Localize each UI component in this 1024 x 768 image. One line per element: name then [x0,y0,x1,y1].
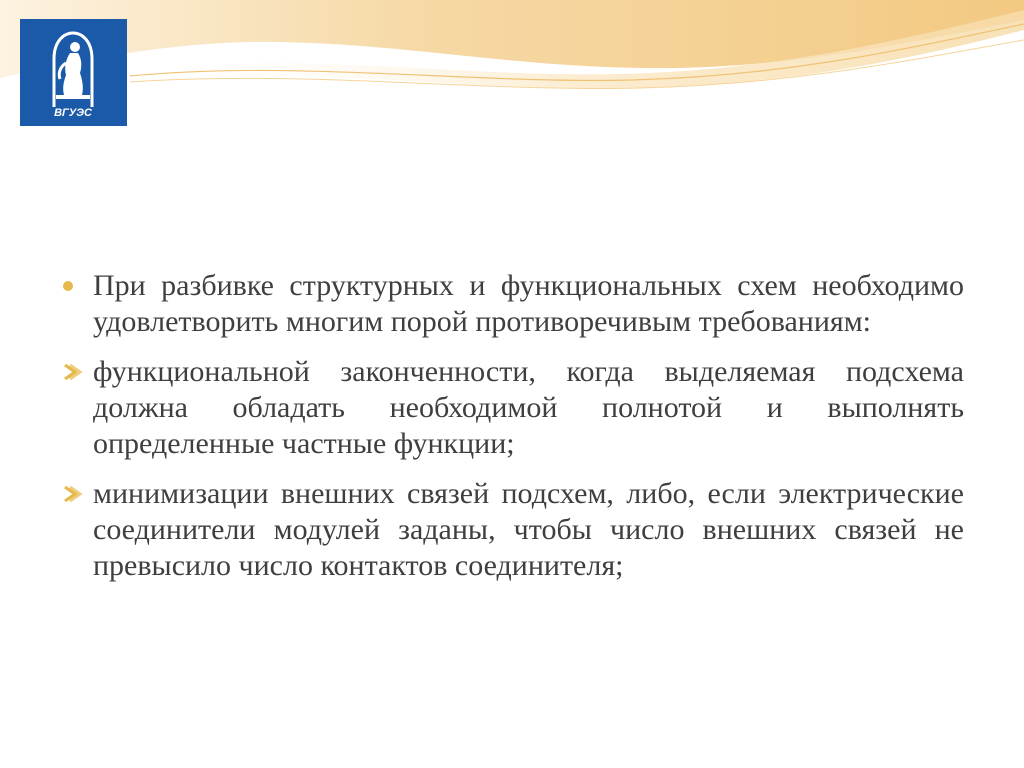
logo-text: ВГУЭС [54,107,92,119]
bullet-text-1: При разбивке структурных и функциональных схем необходимо удовлетворить многим порой противоречивым требованиям: [93,269,964,338]
arrow-bullet-icon [62,476,86,512]
bullet-list [62,268,964,598]
bullet-item-1 [62,268,964,340]
bullet-dot-icon [62,268,86,304]
monument-statue-icon [20,19,127,126]
bullet-text-3: минимизации внешних связей подсхем, либо, если электрические соединители модулей заданы, чтобы число внешних связей не превысило число контактов соединителя; [93,477,964,582]
university-logo [20,19,127,126]
bullet-item-2 [62,354,964,462]
bullet-item-3 [62,476,964,584]
bullet-text-2: функциональной законченности, когда выделяемая подсхема должна обладать необходимой полнотой и выполнять определенные частные функции; [93,355,964,460]
arrow-bullet-icon [62,354,86,390]
wave-banner-icon [0,0,1024,120]
